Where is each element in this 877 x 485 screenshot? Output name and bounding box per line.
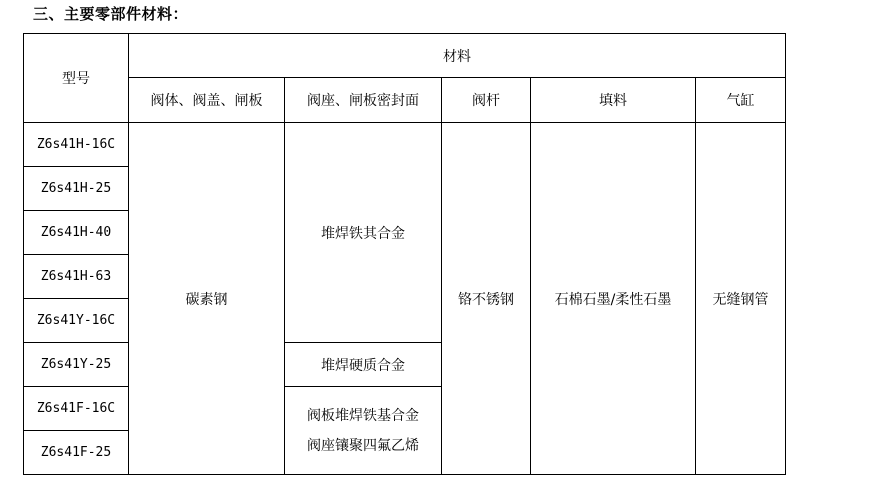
section-heading: 三、主要零部件材料： xyxy=(33,5,189,23)
model-cell: Z6s41Y-16C xyxy=(24,299,129,343)
model-cell: Z6s41H-63 xyxy=(24,255,129,299)
header-body-bonnet-gate: 阀体、阀盖、闸板 xyxy=(129,78,285,123)
header-row-columns xyxy=(24,78,786,123)
header-model: 型号 xyxy=(24,34,129,123)
header-seat-seal: 阀座、闸板密封面 xyxy=(285,78,442,123)
table-row xyxy=(24,123,786,167)
seal-material-f-line2: 阀座镶聚四氟乙烯 xyxy=(307,437,419,454)
header-cylinder: 气缸 xyxy=(696,78,786,123)
seal-material-y-cell: 堆焊硬质合金 xyxy=(285,343,442,387)
model-cell: Z6s41H-25 xyxy=(24,167,129,211)
model-cell: Z6s41H-16C xyxy=(24,123,129,167)
header-stem: 阀杆 xyxy=(442,78,531,123)
packing-material-cell: 石棉石墨/柔性石墨 xyxy=(531,123,696,475)
model-cell: Z6s41F-16C xyxy=(24,387,129,431)
model-cell: Z6s41H-40 xyxy=(24,211,129,255)
seal-material-f-line1: 阀板堆焊铁基合金 xyxy=(307,407,419,424)
cylinder-material-cell: 无缝钢管 xyxy=(696,123,786,475)
model-cell: Z6s41Y-25 xyxy=(24,343,129,387)
header-materials: 材料 xyxy=(129,34,786,78)
materials-table xyxy=(23,33,786,475)
body-material-cell: 碳素钢 xyxy=(129,123,285,475)
seal-material-f-cell xyxy=(285,387,442,475)
model-cell: Z6s41F-25 xyxy=(24,431,129,475)
header-packing: 填料 xyxy=(531,78,696,123)
stem-material-cell: 铬不锈钢 xyxy=(442,123,531,475)
header-row-top xyxy=(24,34,786,78)
seal-material-h-cell: 堆焊铁其合金 xyxy=(285,123,442,343)
